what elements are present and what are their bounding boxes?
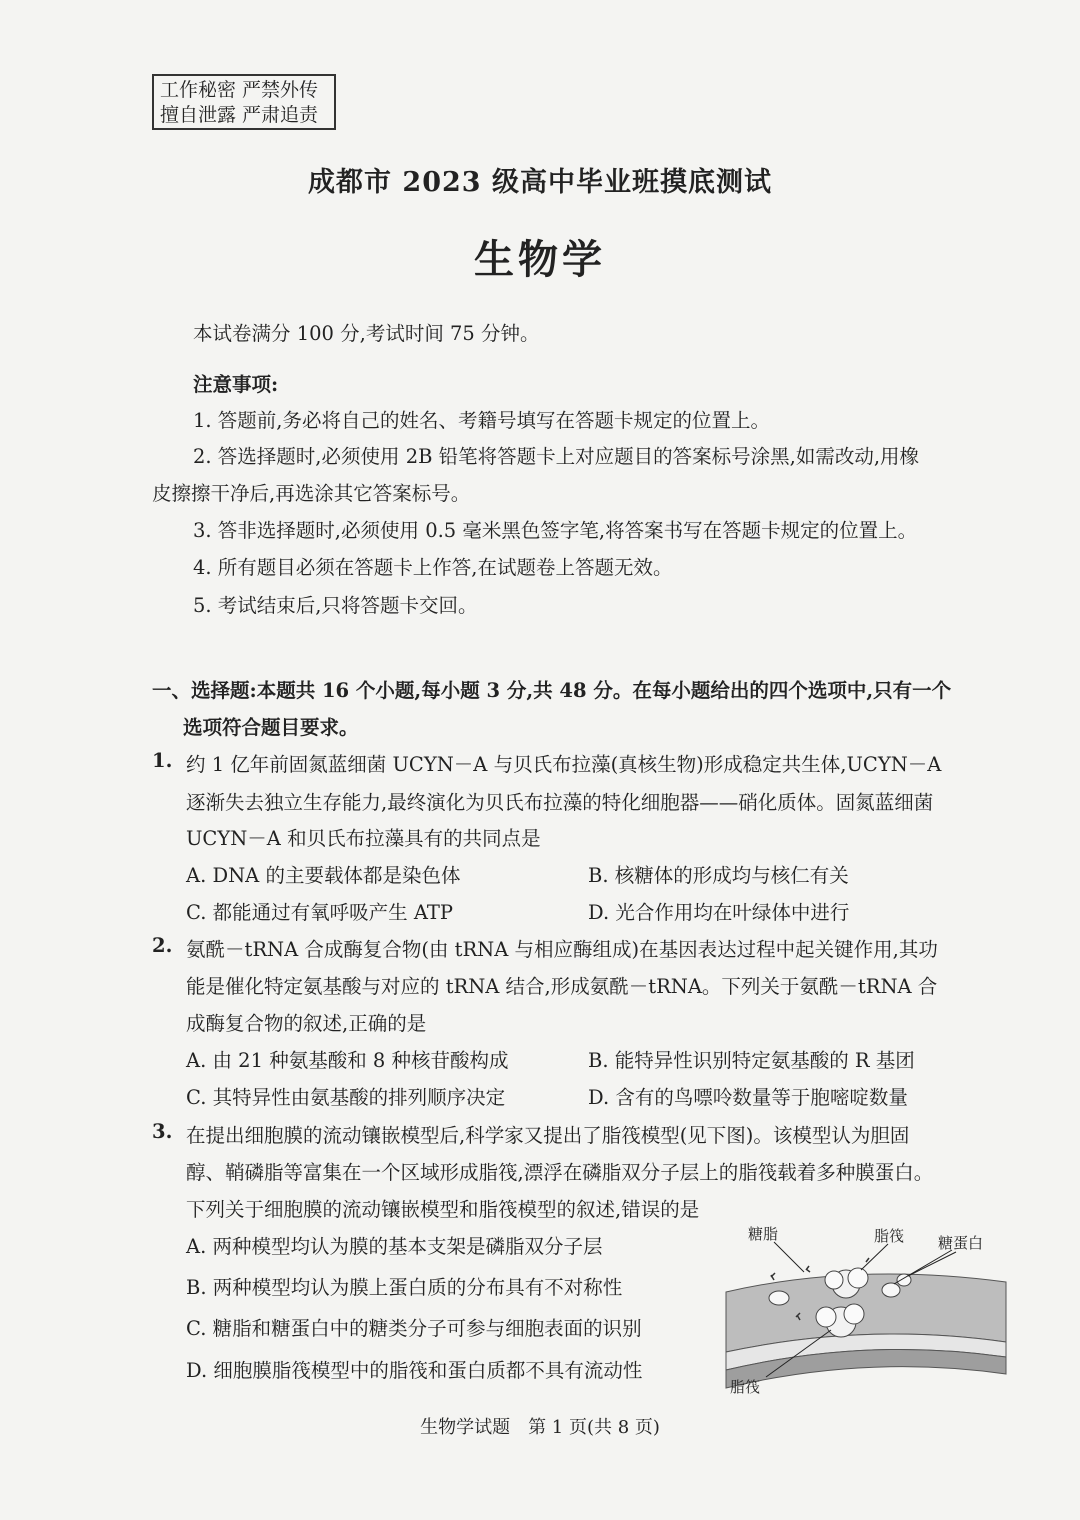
question-1-number: 1. bbox=[152, 749, 173, 772]
notes-heading: 注意事项: bbox=[193, 373, 279, 396]
question-2-stem-line-1: 氨酰－tRNA 合成酶复合物(由 tRNA 与相应酶组成)在基因表达过程中起关键作用,其功 bbox=[186, 938, 938, 961]
question-3-option-a: A. 两种模型均认为膜的基本支架是磷脂双分子层 bbox=[186, 1235, 603, 1258]
confidential-stamp bbox=[152, 74, 336, 130]
question-2-option-d: D. 含有的鸟嘌呤数量等于胞嘧啶数量 bbox=[588, 1086, 908, 1109]
note-item-2-cont: 皮擦擦干净后,再选涂其它答案标号。 bbox=[152, 482, 471, 505]
question-2-stem-line-3: 成酶复合物的叙述,正确的是 bbox=[186, 1012, 427, 1035]
stamp-line-1: 工作秘密 严禁外传 bbox=[160, 79, 319, 101]
question-3-option-d: D. 细胞膜脂筏模型中的脂筏和蛋白质都不具有流动性 bbox=[186, 1359, 643, 1382]
subject-title: 生物学 bbox=[474, 236, 606, 283]
exam-intro: 本试卷满分 100 分,考试时间 75 分钟。 bbox=[193, 322, 540, 345]
lipid-raft-diagram bbox=[716, 1222, 1016, 1402]
question-3-stem-line-1: 在提出细胞膜的流动镶嵌模型后,科学家又提出了脂筏模型(见下图)。该模型认为胆固 bbox=[186, 1124, 910, 1147]
section-heading-cont: 选项符合题目要求。 bbox=[183, 716, 359, 739]
label-glycolipid: 糖脂 bbox=[748, 1225, 779, 1243]
stamp-line-2: 擅自泄露 严肃追责 bbox=[160, 104, 319, 126]
question-1-stem-line-1: 约 1 亿年前固氮蓝细菌 UCYN－A 与贝氏布拉藻(真核生物)形成稳定共生体,UCYN－A bbox=[186, 753, 942, 776]
pointer-glycolipid bbox=[774, 1242, 804, 1272]
question-2-option-b: B. 能特异性识别特定氨基酸的 R 基团 bbox=[588, 1049, 915, 1072]
question-3-stem-line-3: 下列关于细胞膜的流动镶嵌模型和脂筏模型的叙述,错误的是 bbox=[186, 1198, 700, 1221]
exam-title: 成都市 2023 级高中毕业班摸底测试 bbox=[308, 167, 772, 198]
label-raft-top: 脂筏 bbox=[874, 1227, 905, 1245]
question-3-number: 3. bbox=[152, 1120, 173, 1143]
note-item-1: 1. 答题前,务必将自己的姓名、考籍号填写在答题卡规定的位置上。 bbox=[193, 409, 771, 432]
membrane-protein bbox=[882, 1283, 900, 1297]
question-3-stem-line-2: 醇、鞘磷脂等富集在一个区域形成脂筏,漂浮在磷脂双分子层上的脂筏载着多种膜蛋白。 bbox=[186, 1161, 934, 1184]
pointer-raft-top bbox=[861, 1244, 888, 1270]
note-item-3: 3. 答非选择题时,必须使用 0.5 毫米黑色签字笔,将答案书写在答题卡规定的位置上。 bbox=[193, 519, 918, 542]
question-1-option-d: D. 光合作用均在叶绿体中进行 bbox=[588, 901, 850, 924]
question-1-option-b: B. 核糖体的形成均与核仁有关 bbox=[588, 864, 849, 887]
note-item-5: 5. 考试结束后,只将答题卡交回。 bbox=[193, 594, 478, 617]
question-2-option-c: C. 其特异性由氨基酸的排列顺序决定 bbox=[186, 1086, 506, 1109]
question-2-option-a: A. 由 21 种氨基酸和 8 种核苷酸构成 bbox=[186, 1049, 509, 1072]
label-glycoprotein: 糖蛋白 bbox=[938, 1234, 984, 1252]
question-1-stem-line-2: 逐渐失去独立生存能力,最终演化为贝氏布拉藻的特化细胞器——硝化质体。固氮蓝细菌 bbox=[186, 791, 934, 814]
question-1-option-c: C. 都能通过有氧呼吸产生 ATP bbox=[186, 901, 453, 924]
note-item-4: 4. 所有题目必须在答题卡上作答,在试题卷上答题无效。 bbox=[193, 556, 673, 579]
question-3-option-c: C. 糖脂和糖蛋白中的糖类分子可参与细胞表面的识别 bbox=[186, 1317, 642, 1340]
note-item-2: 2. 答选择题时,必须使用 2B 铅笔将答题卡上对应题目的答案标号涂黑,如需改动,用橡 bbox=[193, 445, 920, 468]
section-heading: 一、选择题:本题共 16 个小题,每小题 3 分,共 48 分。在每小题给出的四个选项中,只有一个 bbox=[152, 679, 952, 702]
membrane-protein bbox=[769, 1291, 789, 1305]
question-2-number: 2. bbox=[152, 934, 173, 957]
pointer-glycoprotein-2 bbox=[908, 1252, 956, 1276]
question-3-option-b: B. 两种模型均认为膜上蛋白质的分布具有不对称性 bbox=[186, 1276, 623, 1299]
question-1-stem-line-3: UCYN－A 和贝氏布拉藻具有的共同点是 bbox=[186, 827, 541, 850]
page-footer: 生物学试题 第 1 页(共 8 页) bbox=[420, 1417, 660, 1438]
question-2-stem-line-2: 能是催化特定氨基酸与对应的 tRNA 结合,形成氨酰－tRNA。下列关于氨酰－tRNA 合 bbox=[186, 975, 938, 998]
label-raft-bottom: 脂筏 bbox=[730, 1378, 761, 1396]
question-1-option-a: A. DNA 的主要载体都是染色体 bbox=[186, 864, 461, 887]
